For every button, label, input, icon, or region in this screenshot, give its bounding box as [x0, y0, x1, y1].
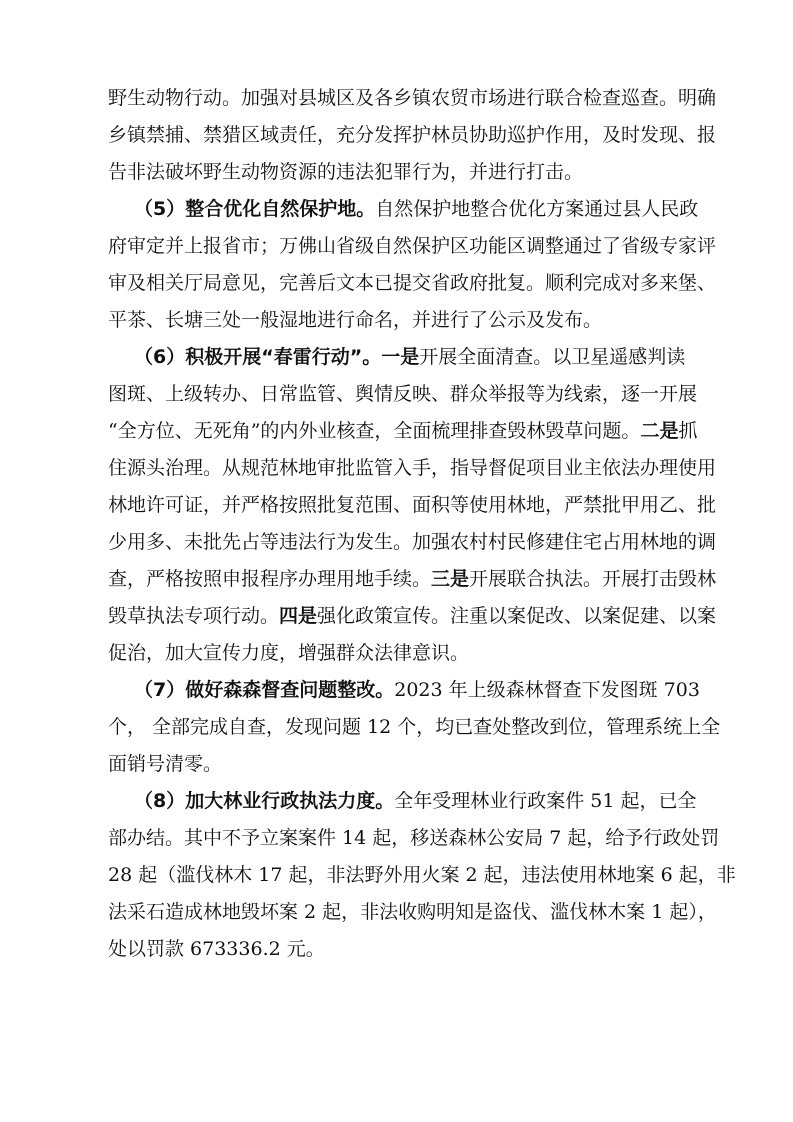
text-line: 部办结。其中不予立案案件 14 起，移送森林公安局 7 起，给予行政处罚 [108, 827, 720, 849]
text-line: 个， 全部完成自查，发现问题 12 个，均已查处整改到位，管理系统上全 [108, 716, 721, 738]
emphasis: 三是 [431, 568, 470, 590]
section-heading: （8）加大林业行政执法力度。 [134, 790, 395, 812]
section-heading: （5）整合优化自然保护地。 [134, 198, 376, 220]
text-line: 告非法破坏野生动物资源的违法犯罪行为，并进行打击。 [108, 161, 584, 183]
text-line: （5）整合优化自然保护地。自然保护地整合优化方案通过县人民政 [134, 198, 699, 220]
text-line: 面销号清零。 [108, 753, 223, 775]
section-heading: （7）做好森森督查问题整改。 [134, 679, 395, 701]
text-line: 毁草执法专项行动。四是强化政策宣传。注重以案促改、以案促建、以案 [108, 605, 717, 627]
text-line: 少用多、未批先占等违法行为发生。加强农村村民修建住宅占用林地的调 [108, 531, 717, 553]
emphasis: 四是 [279, 605, 318, 627]
text-line: 府审定并上报省市；万佛山省级自然保护区功能区调整通过了省级专家评 [108, 235, 717, 257]
text-line: 林地许可证，并严格按照批复范围、面积等使用林地，严禁批甲用乙、批 [108, 494, 717, 516]
section-heading: （6）积极开展“春雷行动”。 [134, 346, 382, 368]
text-line: 野生动物行动。加强对县城区及各乡镇农贸市场进行联合检查巡查。明确 [108, 87, 717, 109]
text-line: 图斑、上级转办、日常监管、舆情反映、群众举报等为线索，逐一开展 [108, 383, 698, 405]
text-line: 处以罚款 673336.2 元。 [108, 938, 325, 960]
text-line: （6）积极开展“春雷行动”。一是开展全面清查。以卫星遥感判读 [134, 346, 686, 368]
text-line: 查，严格按照申报程序办理用地手续。三是开展联合执法。开展打击毁林 [108, 568, 717, 590]
text-line: 审及相关厅局意见，完善后文本已提交省政府批复。顺利完成对多来堡、 [108, 272, 717, 294]
text-line: 28 起（滥伐林木 17 起，非法野外用火案 2 起，违法使用林地案 6 起，非 [108, 864, 736, 886]
text-line: 住源头治理。从规范林地审批监管入手，指导督促项目业主依法办理使用 [108, 457, 717, 479]
text-line: （7）做好森森督查问题整改。2023 年上级森林督查下发图斑 703 [134, 679, 700, 701]
text-line: 促治，加大宣传力度，增强群众法律意识。 [108, 642, 470, 664]
text-line: “全方位、无死角”的内外业核查，全面梳理排查毁林毁草问题。二是抓 [108, 420, 698, 442]
emphasis: 二是 [640, 420, 679, 442]
text-line: 乡镇禁捕、禁猎区域责任，充分发挥护林员协助巡护作用，及时发现、报 [108, 124, 717, 146]
emphasis: 一是 [381, 346, 420, 368]
text-line: 平茶、长塘三处一般湿地进行命名，并进行了公示及发布。 [108, 309, 603, 331]
text-line: （8）加大林业行政执法力度。全年受理林业行政案件 51 起，已全 [134, 790, 697, 812]
text-line: 法采石造成林地毁坏案 2 起，非法收购明知是盗伐、滥伐林木案 1 起）， [108, 901, 717, 923]
